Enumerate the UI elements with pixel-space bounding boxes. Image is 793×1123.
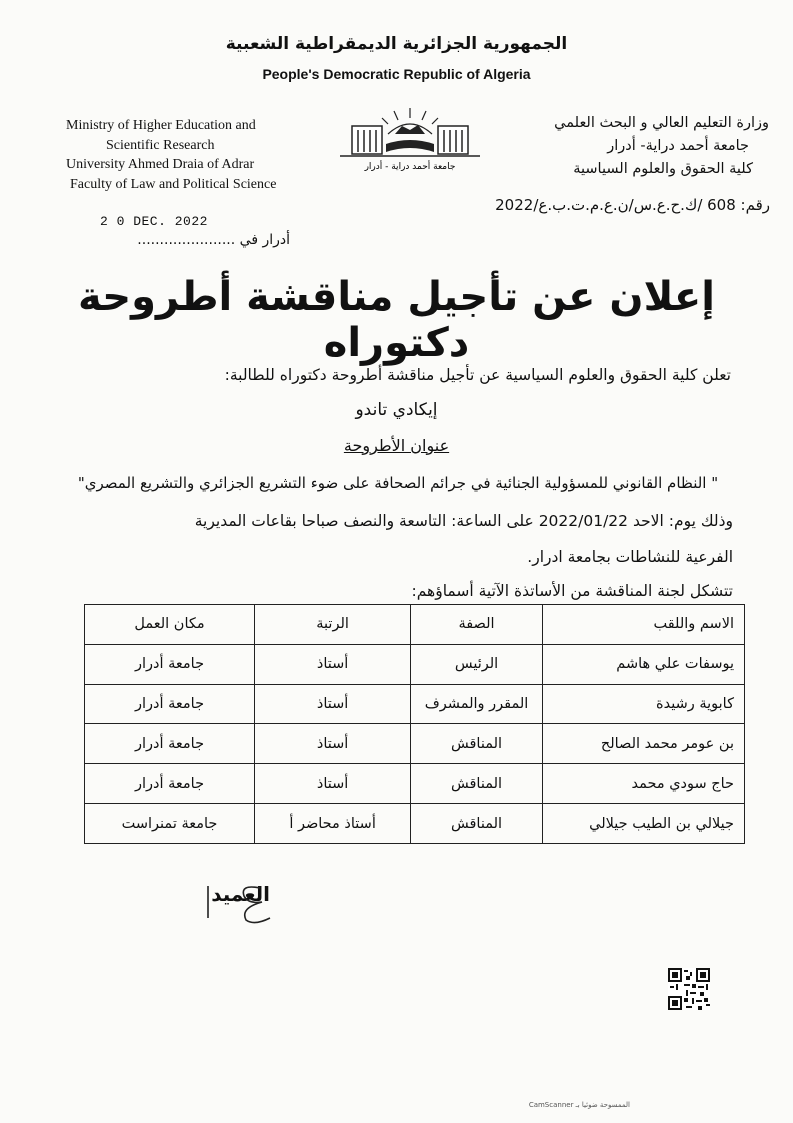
table-row: [85, 644, 745, 684]
header-rank: الرتبة: [255, 605, 411, 645]
table-row: [85, 724, 745, 764]
member-role: المناقش: [411, 804, 543, 844]
member-place: جامعة أدرار: [85, 724, 255, 764]
member-place: جامعة تمنراست: [85, 804, 255, 844]
member-rank: أستاذ محاضر أ: [255, 804, 411, 844]
member-name: كابوية رشيدة: [542, 684, 744, 724]
faculty-line: Faculty of Law and Political Science: [70, 176, 277, 192]
thesis-label: عنوان الأطروحة: [343, 436, 450, 455]
header-role: الصفة: [411, 605, 543, 645]
ministry-line: Ministry of Higher Education and: [66, 118, 256, 133]
table-row: [85, 764, 745, 804]
university-line: University Ahmed Draia of Adrar: [66, 157, 255, 172]
member-place: جامعة أدرار: [85, 764, 255, 804]
university-line-ar: جامعة أحمد دراية- أدرار: [607, 138, 749, 154]
table-row: [85, 804, 745, 844]
member-role: المناقش: [411, 764, 543, 804]
date-line: أدرار في ......................: [137, 232, 290, 248]
ministry-line-ar: وزارة التعليم العالي و البحث العلمي: [554, 115, 769, 131]
republic-name-arabic: الجمهورية الجزائرية الديمقراطية الشعبية: [225, 34, 568, 54]
member-rank: أستاذ: [255, 684, 411, 724]
committee-intro: تتشكل لجنة المناقشة من الأساتذة الآتية أسماؤهم:: [411, 582, 733, 600]
thesis-title: " النظام القانوني للمسؤولية الجنائية في جرائم الصحافة على ضوء التشريع الجزائري والتشريع المصري": [77, 474, 719, 492]
republic-name-english: People's Democratic Republic of Algeria: [262, 66, 531, 82]
ministry-line-2: Scientific Research: [106, 137, 215, 153]
scanner-watermark: الممسوحة ضوئيا بـ CamScanner: [528, 1101, 630, 1109]
member-name: يوسفات علي هاشم: [542, 644, 744, 684]
institution-header-english: [66, 116, 326, 194]
logo-caption: جامعة أحمد دراية - أدرار: [364, 162, 456, 172]
member-role: المقرر والمشرف: [411, 684, 543, 724]
table-row: [85, 684, 745, 724]
announcement-title: إعلان عن تأجيل مناقشة أطروحة دكتوراه: [78, 274, 715, 366]
intro-paragraph: تعلن كلية الحقوق والعلوم السياسية عن تأجيل مناقشة أطروحة دكتوراه للطالبة:: [224, 366, 731, 384]
member-name: جيلالي بن الطيب جيلالي: [542, 804, 744, 844]
dean-signature: [200, 878, 280, 928]
schedule-line-1: وذلك يوم: الاحد 2022/01/22 على الساعة: التاسعة والنصف صباحا بقاعات المديرية: [194, 512, 733, 530]
member-rank: أستاذ: [255, 764, 411, 804]
faculty-line-ar: كلية الحقوق والعلوم السياسية: [573, 161, 753, 177]
member-name: حاج سودي محمد: [542, 764, 744, 804]
table-header-row: [85, 605, 745, 645]
member-rank: أستاذ: [255, 644, 411, 684]
member-rank: أستاذ: [255, 724, 411, 764]
member-role: الرئيس: [411, 644, 543, 684]
schedule-line-2: الفرعية للنشاطات بجامعة ادرار.: [527, 548, 733, 566]
committee-table: [84, 604, 745, 844]
member-place: جامعة أدرار: [85, 684, 255, 724]
dean-title: العميد: [211, 882, 270, 906]
member-place: جامعة أدرار: [85, 644, 255, 684]
institution-header-arabic: [489, 112, 769, 181]
header-place: مكان العمل: [85, 605, 255, 645]
date-stamp: 2 0 DEC. 2022: [100, 214, 208, 229]
qr-code: [668, 968, 710, 1010]
member-role: المناقش: [411, 724, 543, 764]
reference-number: رقم: 608 /ك.ح.ع.س/ن.ع.م.ت.ب.ع/2022: [495, 196, 770, 214]
header-name: الاسم واللقب: [542, 605, 744, 645]
member-name: بن عومر محمد الصالح: [542, 724, 744, 764]
university-logo: [330, 104, 490, 174]
student-name: إيكادي تاندو: [355, 400, 438, 420]
